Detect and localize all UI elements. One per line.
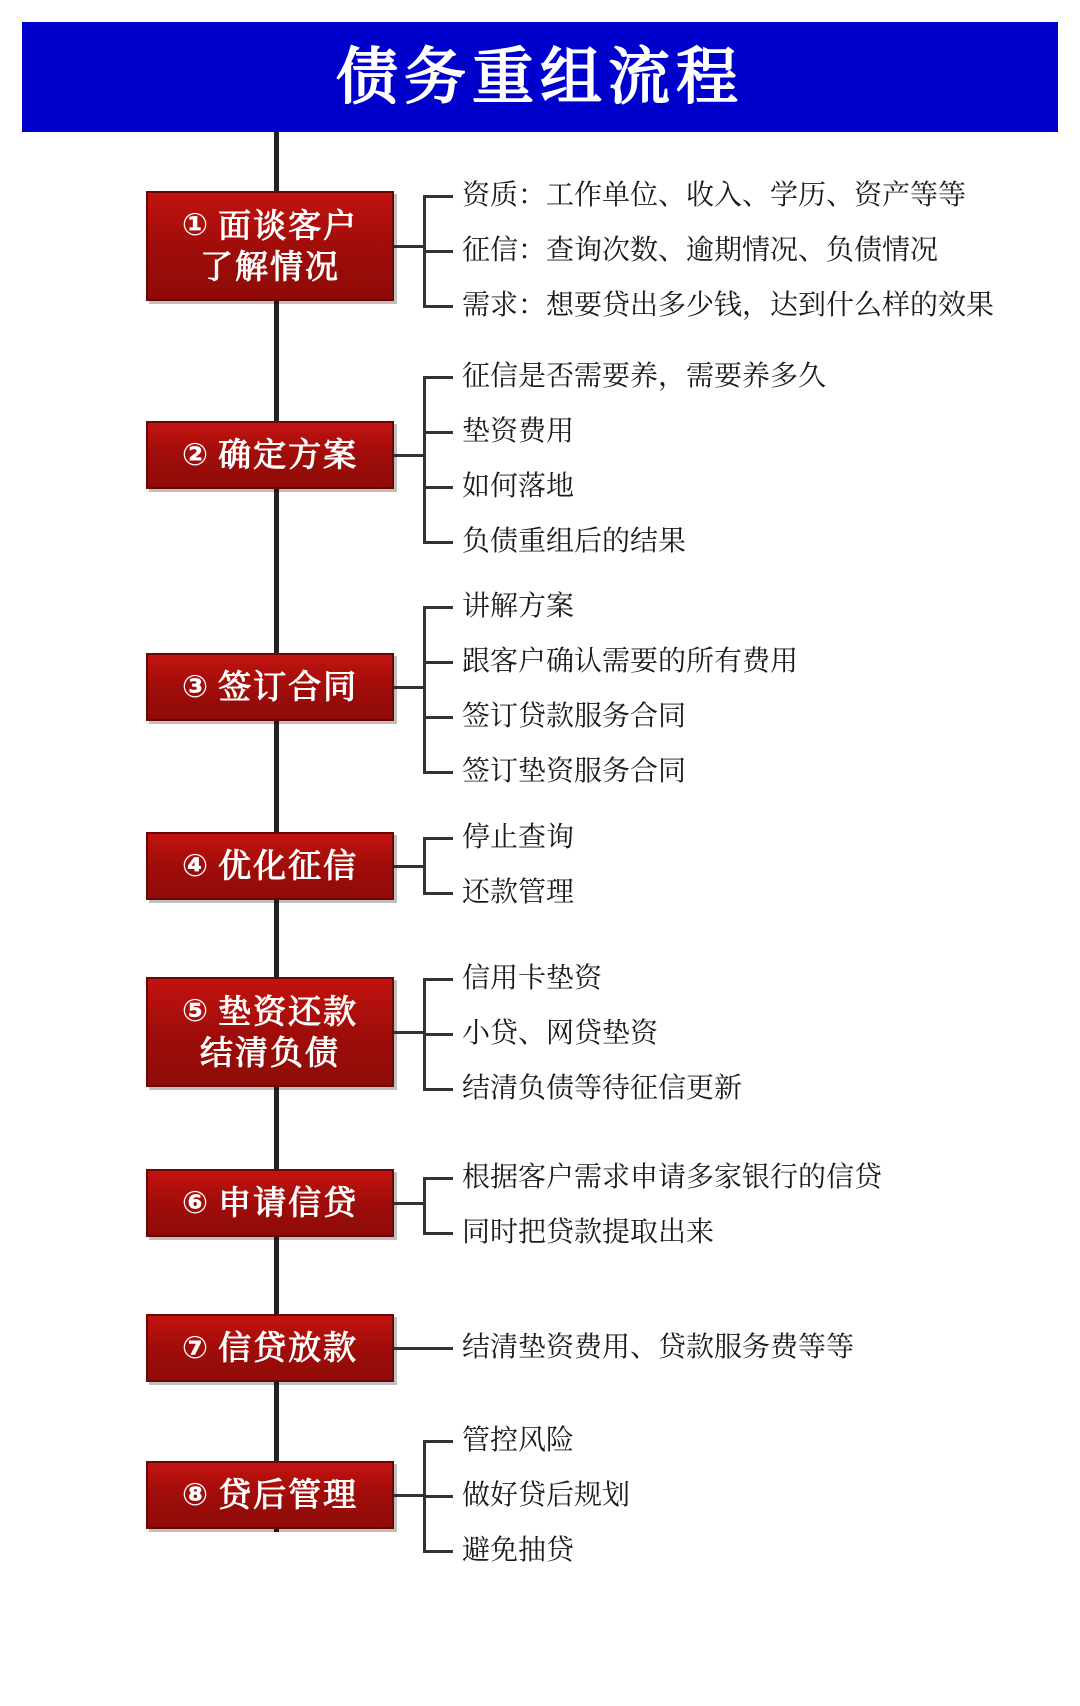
leaf-connector-6-1 (423, 1177, 453, 1180)
step-6-detail-1: 根据客户需求申请多家银行的信贷 (462, 1160, 883, 1193)
leaf-connector-5-1 (423, 978, 453, 981)
step-6-detail-2: 同时把贷款提取出来 (462, 1215, 715, 1248)
step-2-detail-4: 负债重组后的结果 (462, 524, 687, 557)
step-number-2: ② (181, 436, 211, 473)
leaf-connector-3-2 (423, 661, 453, 664)
step-3-detail-1: 讲解方案 (462, 589, 575, 622)
page-title: 债务重组流程 (335, 40, 744, 113)
bracket-3 (423, 607, 426, 772)
step-4-detail-1: 停止查询 (462, 820, 575, 853)
step-8-detail-2: 做好贷后规划 (462, 1478, 631, 1511)
step-box-4[interactable] (146, 832, 394, 900)
step-5-detail-1: 信用卡垫资 (462, 961, 603, 994)
step-label-8-line-1: 贷后管理 (218, 1475, 359, 1515)
bracket-6 (423, 1178, 426, 1233)
leaf-connector-5-3 (423, 1088, 453, 1091)
connector-stub-4 (394, 865, 423, 868)
leaf-connector-5-2 (423, 1033, 453, 1036)
bracket-4 (423, 838, 426, 893)
step-number-5: ⑤ (181, 993, 211, 1029)
page-title-banner (22, 22, 1058, 132)
leaf-connector-4-2 (423, 892, 453, 895)
step-label-3-line-1: 签订合同 (218, 667, 359, 707)
leaf-connector-1-2 (423, 250, 453, 253)
step-7-detail-1: 结清垫资费用、贷款服务费等等 (462, 1330, 855, 1363)
step-box-3[interactable] (146, 653, 394, 721)
step-number-8: ⑧ (181, 1476, 211, 1513)
step-box-1[interactable] (146, 191, 394, 301)
step-2-detail-1: 征信是否需要养，需要养多久 (462, 359, 827, 392)
step-3-detail-4: 签订垫资服务合同 (462, 754, 687, 787)
leaf-connector-4-1 (423, 837, 453, 840)
step-label-6-line-1: 申请信贷 (218, 1183, 359, 1223)
step-label-1-line-2: 了解情况 (200, 247, 340, 286)
leaf-connector-6-2 (423, 1232, 453, 1235)
step-box-5[interactable] (146, 977, 394, 1087)
step-number-3: ③ (181, 668, 211, 705)
leaf-connector-8-1 (423, 1440, 453, 1443)
leaf-connector-8-3 (423, 1550, 453, 1553)
step-5-detail-3: 结清负债等待征信更新 (462, 1071, 743, 1104)
leaf-connector-3-3 (423, 716, 453, 719)
leaf-connector-2-4 (423, 541, 453, 544)
step-box-8[interactable] (146, 1461, 394, 1529)
bracket-2 (423, 377, 426, 542)
connector-stub-2 (394, 454, 423, 457)
step-3-detail-3: 签订贷款服务合同 (462, 699, 687, 732)
leaf-connector-8-2 (423, 1495, 453, 1498)
connector-stub-8 (394, 1494, 423, 1497)
step-box-6[interactable] (146, 1169, 394, 1237)
step-2-detail-3: 如何落地 (462, 469, 575, 502)
connector-stub-3 (394, 686, 423, 689)
step-number-6: ⑥ (181, 1184, 211, 1221)
step-1-detail-2: 征信：查询次数、逾期情况、负债情况 (462, 233, 939, 266)
step-number-4: ④ (181, 847, 211, 884)
leaf-connector-2-1 (423, 376, 453, 379)
leaf-connector-7-1 (423, 1347, 453, 1350)
leaf-connector-1-3 (423, 305, 453, 308)
leaf-connector-3-1 (423, 606, 453, 609)
step-label-5-line-1: 垫资还款 (218, 991, 359, 1031)
leaf-connector-3-4 (423, 771, 453, 774)
step-number-7: ⑦ (181, 1329, 211, 1366)
step-label-4-line-1: 优化征信 (218, 846, 359, 886)
step-1-detail-1: 资质：工作单位、收入、学历、资产等等 (462, 178, 967, 211)
step-number-1: ① (181, 207, 211, 243)
step-box-2[interactable] (146, 421, 394, 489)
step-4-detail-2: 还款管理 (462, 875, 575, 908)
step-8-detail-3: 避免抽贷 (462, 1533, 575, 1566)
step-label-7-line-1: 信贷放款 (218, 1328, 359, 1368)
step-box-7[interactable] (146, 1314, 394, 1382)
step-2-detail-2: 垫资费用 (462, 414, 575, 447)
connector-stub-1 (394, 245, 423, 248)
leaf-connector-1-1 (423, 195, 453, 198)
step-5-detail-2: 小贷、网贷垫资 (462, 1016, 659, 1049)
leaf-connector-2-3 (423, 486, 453, 489)
step-label-1-line-1: 面谈客户 (218, 205, 359, 245)
connector-stub-6 (394, 1202, 423, 1205)
step-1-detail-3: 需求：想要贷出多少钱，达到什么样的效果 (462, 288, 995, 321)
leaf-connector-2-2 (423, 431, 453, 434)
step-3-detail-2: 跟客户确认需要的所有费用 (462, 644, 799, 677)
step-label-5-line-2: 结清负债 (200, 1033, 340, 1072)
step-8-detail-1: 管控风险 (462, 1423, 575, 1456)
connector-stub-7 (394, 1347, 423, 1350)
step-label-2-line-1: 确定方案 (218, 435, 359, 475)
connector-stub-5 (394, 1031, 423, 1034)
